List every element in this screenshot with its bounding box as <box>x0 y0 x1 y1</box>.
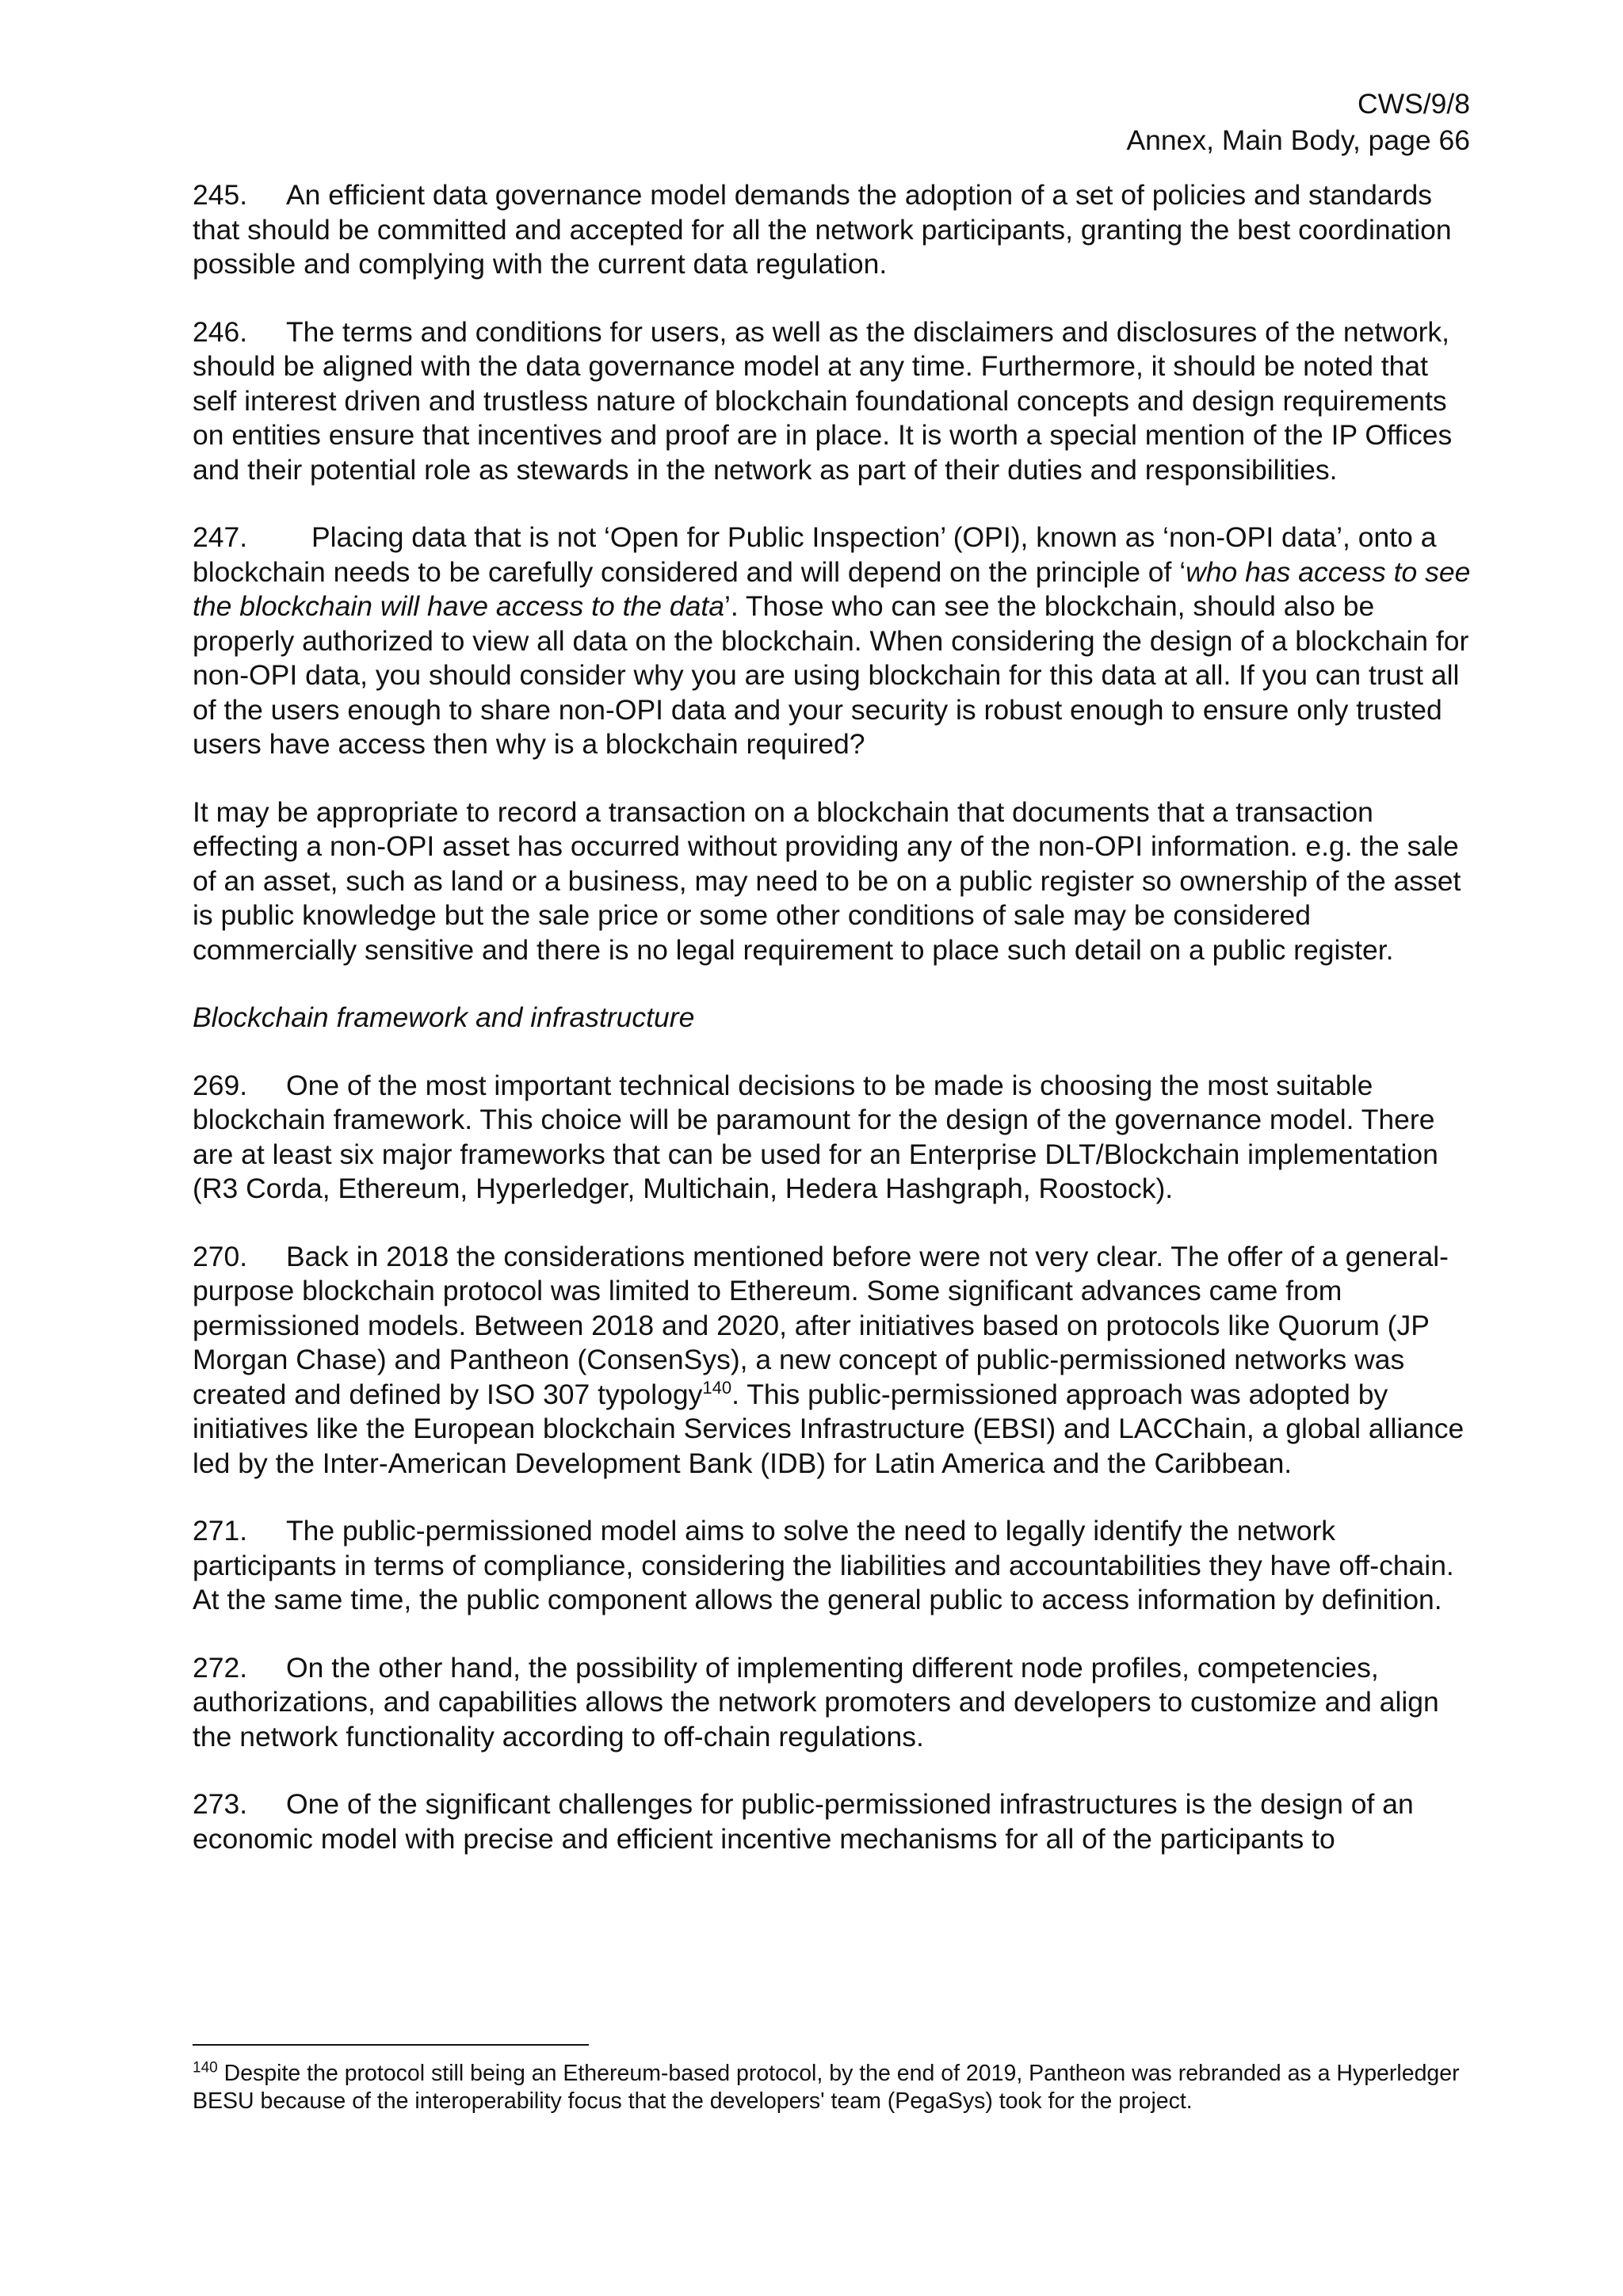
paragraph-number: 245. <box>193 179 248 211</box>
paragraph-number: 270. <box>193 1240 248 1272</box>
main-body <box>193 178 1476 1890</box>
paragraph-number: 269. <box>193 1069 248 1101</box>
document-code: CWS/9/8 <box>1357 88 1470 120</box>
paragraph-273 <box>193 1787 1476 1856</box>
paragraph-text: . This public-permissioned approach was adopted by initiatives like the European blockchain Services Infrastructure (EBSI) and LACChain, a global alliance led by the Inter-American Development Bank (IDB) for Latin America and the Caribbean. <box>193 1378 1465 1479</box>
footnote-reference[interactable]: 140 <box>702 1377 732 1398</box>
paragraph-number: 247. <box>193 521 248 553</box>
paragraph-text: Placing data that is not ‘Open for Public Inspection’ (OPI), known as ‘non-OPI data’, onto a blockchain needs to be carefully considered and will depend on the principle of ‘ <box>193 521 1437 588</box>
paragraph-text: The terms and conditions for users, as well as the disclaimers and disclosures of the network, should be aligned with the data governance model at any time. Furthermore, it should be noted that self interest driven and trustless nature of blockchain foundational concepts and design requirements on entities ensure that incentives and proof are in place. It is worth a special mention of the IP Offices and their potential role as stewards in the network as part of their duties and responsibilities. <box>193 315 1453 486</box>
paragraph-text: One of the most important technical decisions to be made is choosing the most suitable blockchain framework. This choice will be paramount for the design of the governance model. There are at least six major frameworks that can be used for an Enterprise DLT/Blockchain implementation (R3 Corda, Ethereum, Hyperledger, Multichain, Hedera Hashgraph, Roostock). <box>193 1069 1438 1204</box>
footnote-divider <box>193 2044 589 2046</box>
paragraph-247-continued <box>193 795 1476 968</box>
footnote <box>193 2060 1476 2115</box>
paragraph-text: One of the significant challenges for public-permissioned infrastructures is the design of an economic model with precise and efficient incentive mechanisms for all of the participants to <box>193 1788 1414 1855</box>
paragraph-text: Back in 2018 the considerations mentioned before were not very clear. The offer of a general-purpose blockchain protocol was limited to Ethereum. Some significant advances came from permissioned models. Between 2018 and 2020, after initiatives based on protocols like Quorum (JP Morgan Chase) and Pantheon (ConsenSys), a new concept of public-permissioned networks was created and defined by ISO 307 typology <box>193 1240 1449 1410</box>
footnote-text: Despite the protocol still being an Ethereum-based protocol, by the end of 2019, Pantheon was rebranded as a Hyperledger BESU because of the interoperability focus that the developers' team (PegaSys) took for the project. <box>193 2061 1460 2114</box>
section-heading: Blockchain framework and infrastructure <box>193 1001 695 1033</box>
footnote-number: 140 <box>193 2059 218 2077</box>
paragraph-number: 246. <box>193 315 248 348</box>
paragraph-number: 273. <box>193 1788 248 1820</box>
paragraph-number: 272. <box>193 1651 248 1684</box>
page-reference: Annex, Main Body, page 66 <box>1126 124 1470 156</box>
paragraph-271 <box>193 1514 1476 1618</box>
paragraph-247 <box>193 521 1476 762</box>
paragraph-text: An efficient data governance model demands the adoption of a set of policies and standards that should be committed and accepted for all the network participants, granting the best coordination possible and complying with the current data regulation. <box>193 179 1452 280</box>
paragraph-text: It may be appropriate to record a transaction on a blockchain that documents that a transaction effecting a non-OPI asset has occurred without providing any of the non-OPI information. e.g. the sale of an asset, such as land or a business, may need to be on a public register so ownership of the asset is public knowledge but the sale price or some other conditions of sale may be considered commercially sensitive and there is no legal requirement to place such detail on a public register. <box>193 795 1461 966</box>
paragraph-text-italic: who has access to see the blockchain will have access to the data <box>193 555 1471 622</box>
paragraph-272 <box>193 1651 1476 1755</box>
page-header <box>1126 86 1470 158</box>
paragraph-text: ’. Those who can see the blockchain, should also be properly authorized to view all data on the blockchain. When considering the design of a blockchain for non-OPI data, you should consider why you are using blockchain for this data at all. If you can trust all of the users enough to share non-OPI data and your security is robust enough to ensure only trusted users have access then why is a blockchain required? <box>193 590 1469 760</box>
paragraph-text: On the other hand, the possibility of implementing different node profiles, competencies, authorizations, and capabilities allows the network promoters and developers to customize and align the network functionality according to off-chain regulations. <box>193 1651 1439 1753</box>
paragraph-270 <box>193 1240 1476 1482</box>
paragraph-number: 271. <box>193 1515 248 1547</box>
paragraph-246 <box>193 315 1476 488</box>
paragraph-text: The public-permissioned model aims to solve the need to legally identify the network participants in terms of compliance, considering the liabilities and accountabilities they have off-chain. At the same time, the public component allows the general public to access information by definition. <box>193 1515 1454 1615</box>
paragraph-245 <box>193 178 1476 282</box>
paragraph-269 <box>193 1069 1476 1207</box>
